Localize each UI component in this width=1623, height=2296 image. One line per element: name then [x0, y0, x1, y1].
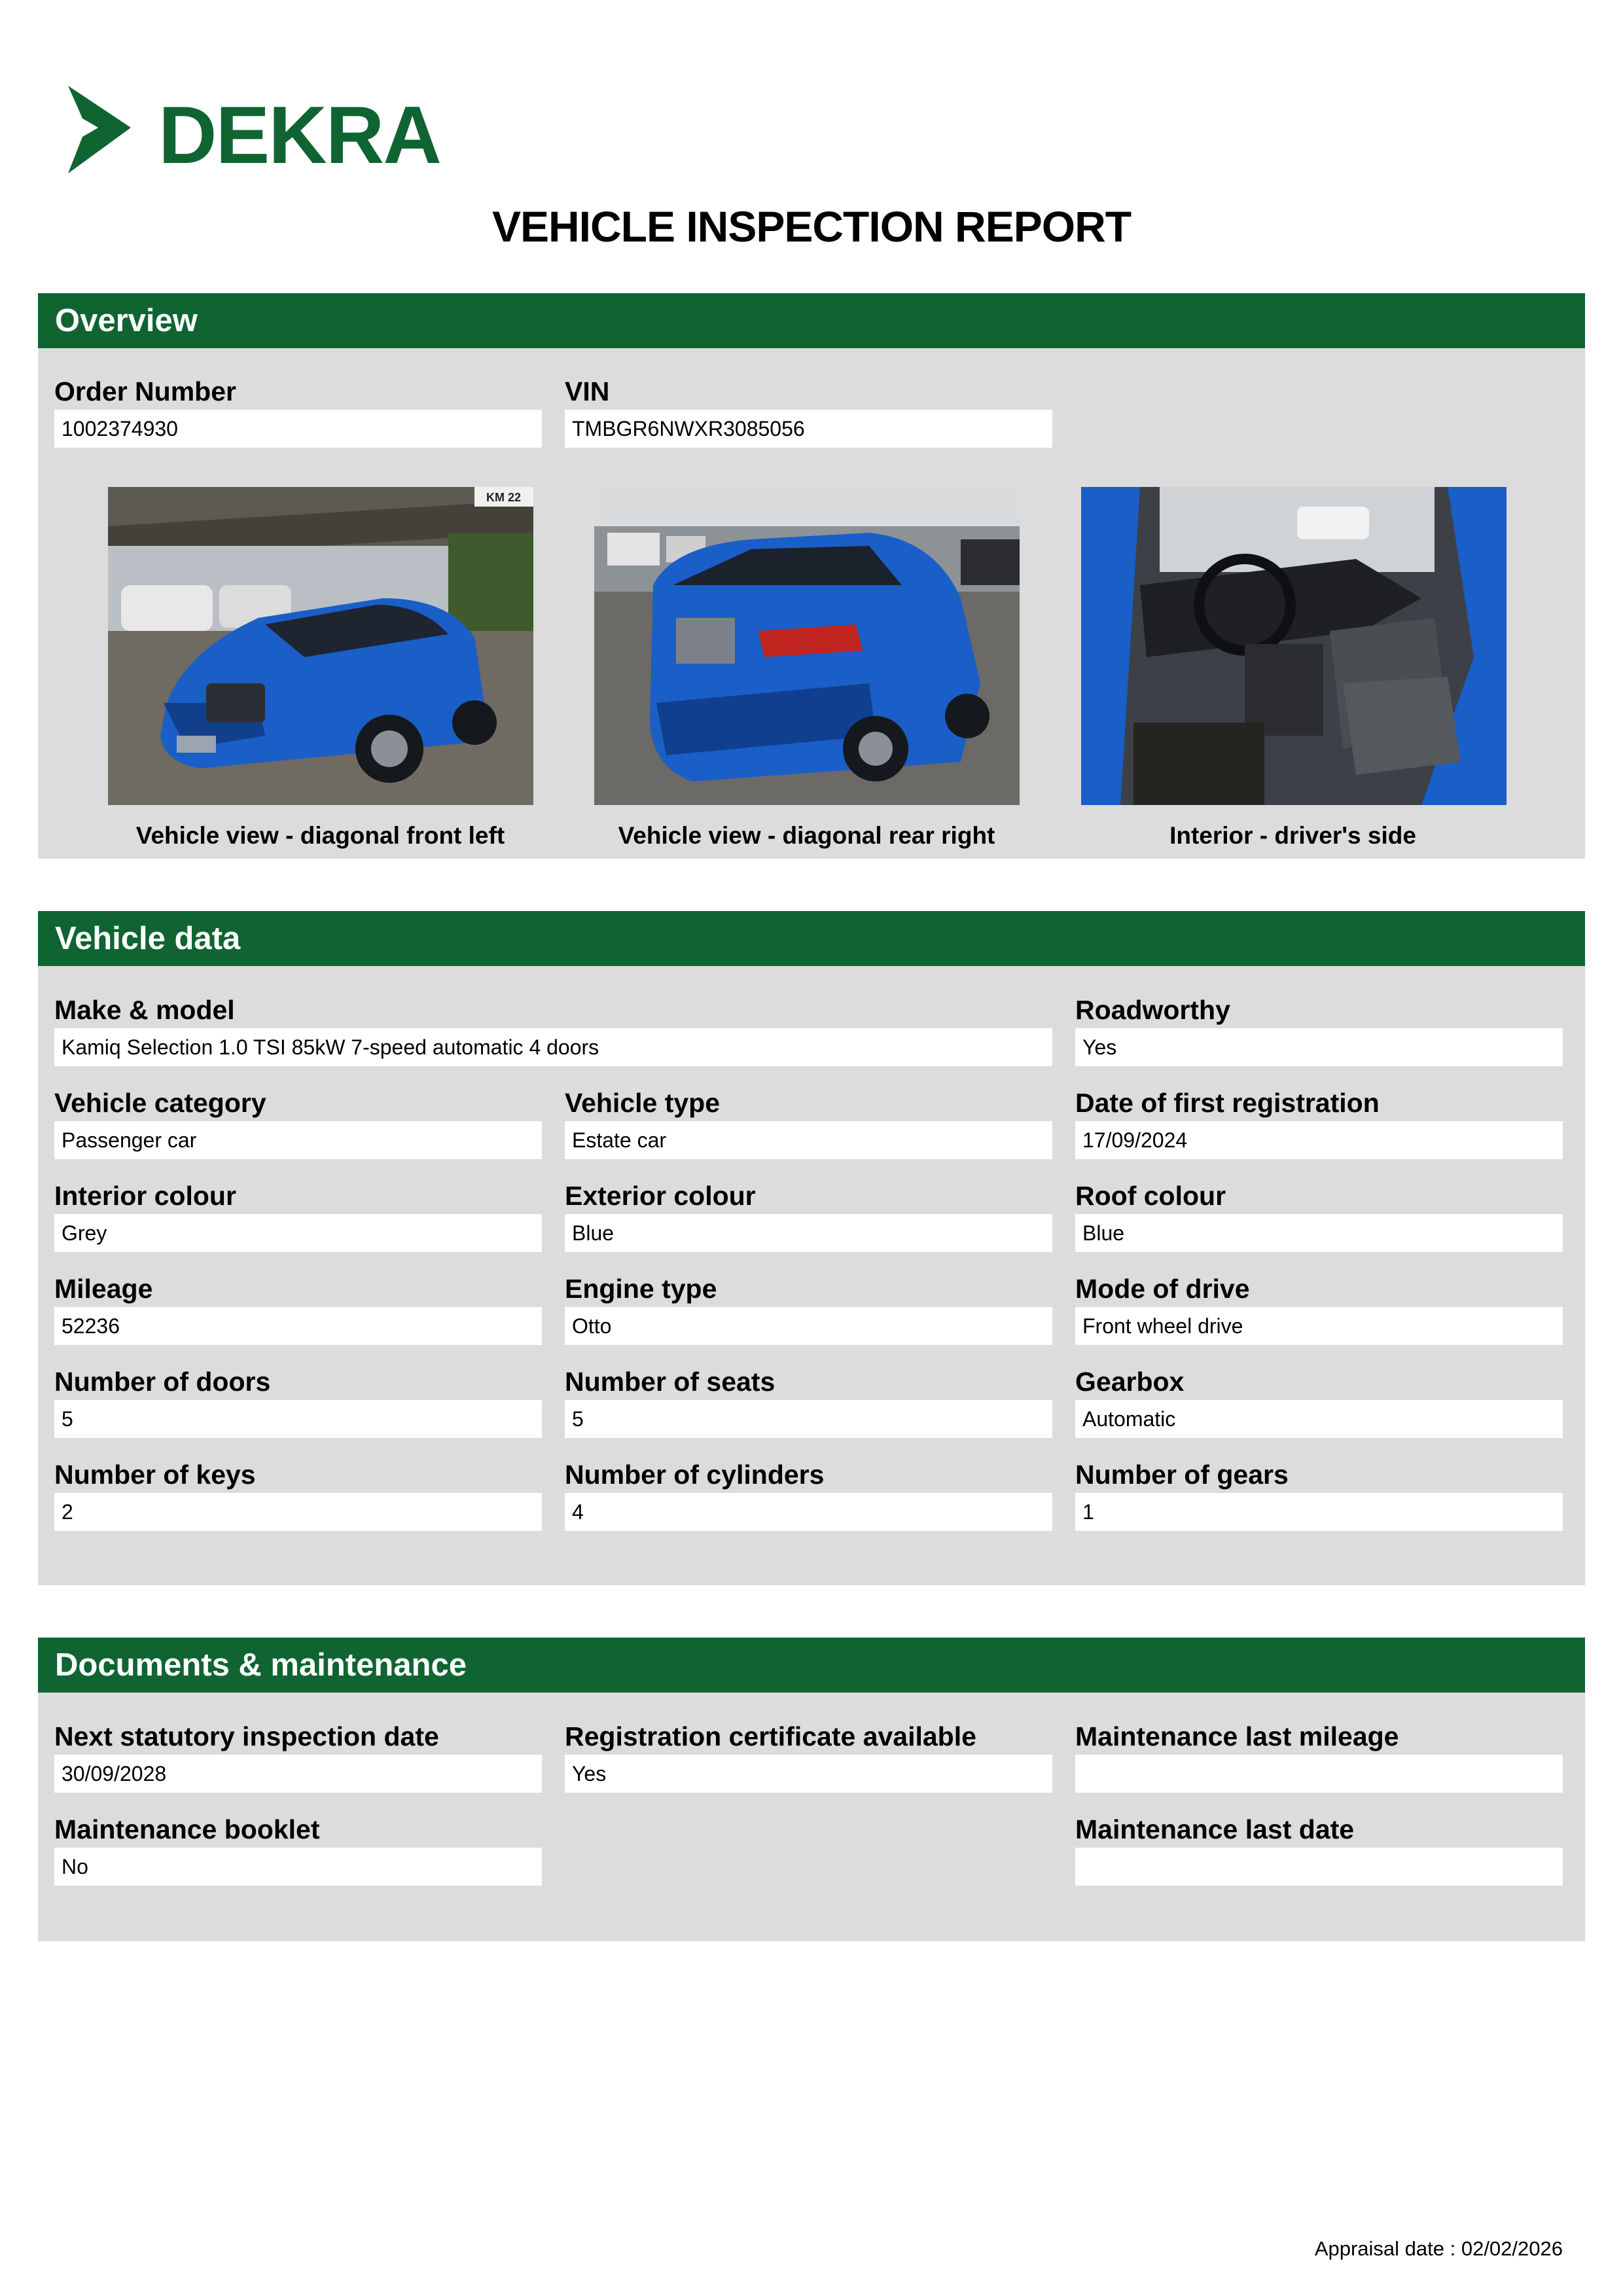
number-of-doors-field: 5: [54, 1400, 542, 1438]
photo-caption-front-left: Vehicle view - diagonal front left: [135, 822, 505, 849]
number-of-seats-field: 5: [565, 1400, 1052, 1438]
roadworthy-field: Yes: [1075, 1028, 1563, 1066]
vin-label: VIN: [565, 376, 610, 406]
maintenance-last-mileage-label: Maintenance last mileage: [1075, 1721, 1399, 1751]
roof-colour-label: Roof colour: [1075, 1181, 1226, 1211]
mode-of-drive-field: Front wheel drive: [1075, 1307, 1563, 1345]
number-of-cylinders-field: 4: [565, 1493, 1052, 1531]
vehicle-type-label: Vehicle type: [565, 1088, 721, 1118]
registration-certificate-field: Yes: [565, 1755, 1052, 1793]
dekra-logo-text: DEKRA: [158, 90, 440, 181]
dekra-logo-mark-icon: [59, 82, 137, 180]
car-rear-photo[interactable]: [594, 487, 1020, 805]
interior-colour-label: Interior colour: [54, 1181, 236, 1211]
svg-text:KM 22: KM 22: [486, 491, 522, 504]
vehicle-category-label: Vehicle category: [54, 1088, 266, 1118]
interior-photo[interactable]: [1081, 487, 1507, 805]
registration-certificate-label: Registration certificate available: [565, 1721, 976, 1751]
vehicle-data-section-header: Vehicle data: [38, 911, 1585, 966]
mode-of-drive-label: Mode of drive: [1075, 1274, 1250, 1304]
page-title: VEHICLE INSPECTION REPORT: [491, 202, 1132, 251]
documents-section-header: Documents & maintenance: [38, 1638, 1585, 1693]
next-inspection-label: Next statutory inspection date: [54, 1721, 439, 1751]
maintenance-last-date-label: Maintenance last date: [1075, 1814, 1355, 1844]
number-of-doors-label: Number of doors: [54, 1367, 271, 1397]
vin-field: TMBGR6NWXR3085056: [565, 410, 1052, 448]
gearbox-field: Automatic: [1075, 1400, 1563, 1438]
number-of-keys-label: Number of keys: [54, 1460, 256, 1490]
engine-type-label: Engine type: [565, 1274, 717, 1304]
interior-colour-field: Grey: [54, 1214, 542, 1252]
order-number-label: Order Number: [54, 376, 236, 406]
appraisal-date: Appraisal date : 02/02/2026: [1314, 2237, 1563, 2260]
maintenance-last-mileage-field: [1075, 1755, 1563, 1793]
vehicle-type-field: Estate car: [565, 1121, 1052, 1159]
mileage-label: Mileage: [54, 1274, 153, 1304]
roof-colour-field: Blue: [1075, 1214, 1563, 1252]
make-model-field: Kamiq Selection 1.0 TSI 85kW 7-speed automatic 4 doors: [54, 1028, 1052, 1066]
next-inspection-field: 30/09/2028: [54, 1755, 542, 1793]
number-of-seats-label: Number of seats: [565, 1367, 776, 1397]
car-front-photo[interactable]: [108, 487, 533, 805]
number-of-cylinders-label: Number of cylinders: [565, 1460, 825, 1490]
maintenance-last-date-field: [1075, 1848, 1563, 1886]
photo-caption-rear-right: Vehicle view - diagonal rear right: [618, 822, 995, 849]
number-of-gears-field: 1: [1075, 1493, 1563, 1531]
first-registration-label: Date of first registration: [1075, 1088, 1380, 1118]
maintenance-booklet-label: Maintenance booklet: [54, 1814, 320, 1844]
exterior-colour-label: Exterior colour: [565, 1181, 756, 1211]
first-registration-field: 17/09/2024: [1075, 1121, 1563, 1159]
number-of-keys-field: 2: [54, 1493, 542, 1531]
number-of-gears-label: Number of gears: [1075, 1460, 1289, 1490]
make-model-label: Make & model: [54, 995, 235, 1025]
overview-section-header: Overview: [38, 293, 1585, 348]
maintenance-booklet-field: No: [54, 1848, 542, 1886]
photo-caption-interior: Interior - driver's side: [1169, 822, 1416, 849]
mileage-field: 52236: [54, 1307, 542, 1345]
dekra-logo: [59, 82, 440, 181]
roadworthy-label: Roadworthy: [1075, 995, 1230, 1025]
exterior-colour-field: Blue: [565, 1214, 1052, 1252]
order-number-field: 1002374930: [54, 410, 542, 448]
engine-type-field: Otto: [565, 1307, 1052, 1345]
gearbox-label: Gearbox: [1075, 1367, 1185, 1397]
vehicle-category-field: Passenger car: [54, 1121, 542, 1159]
